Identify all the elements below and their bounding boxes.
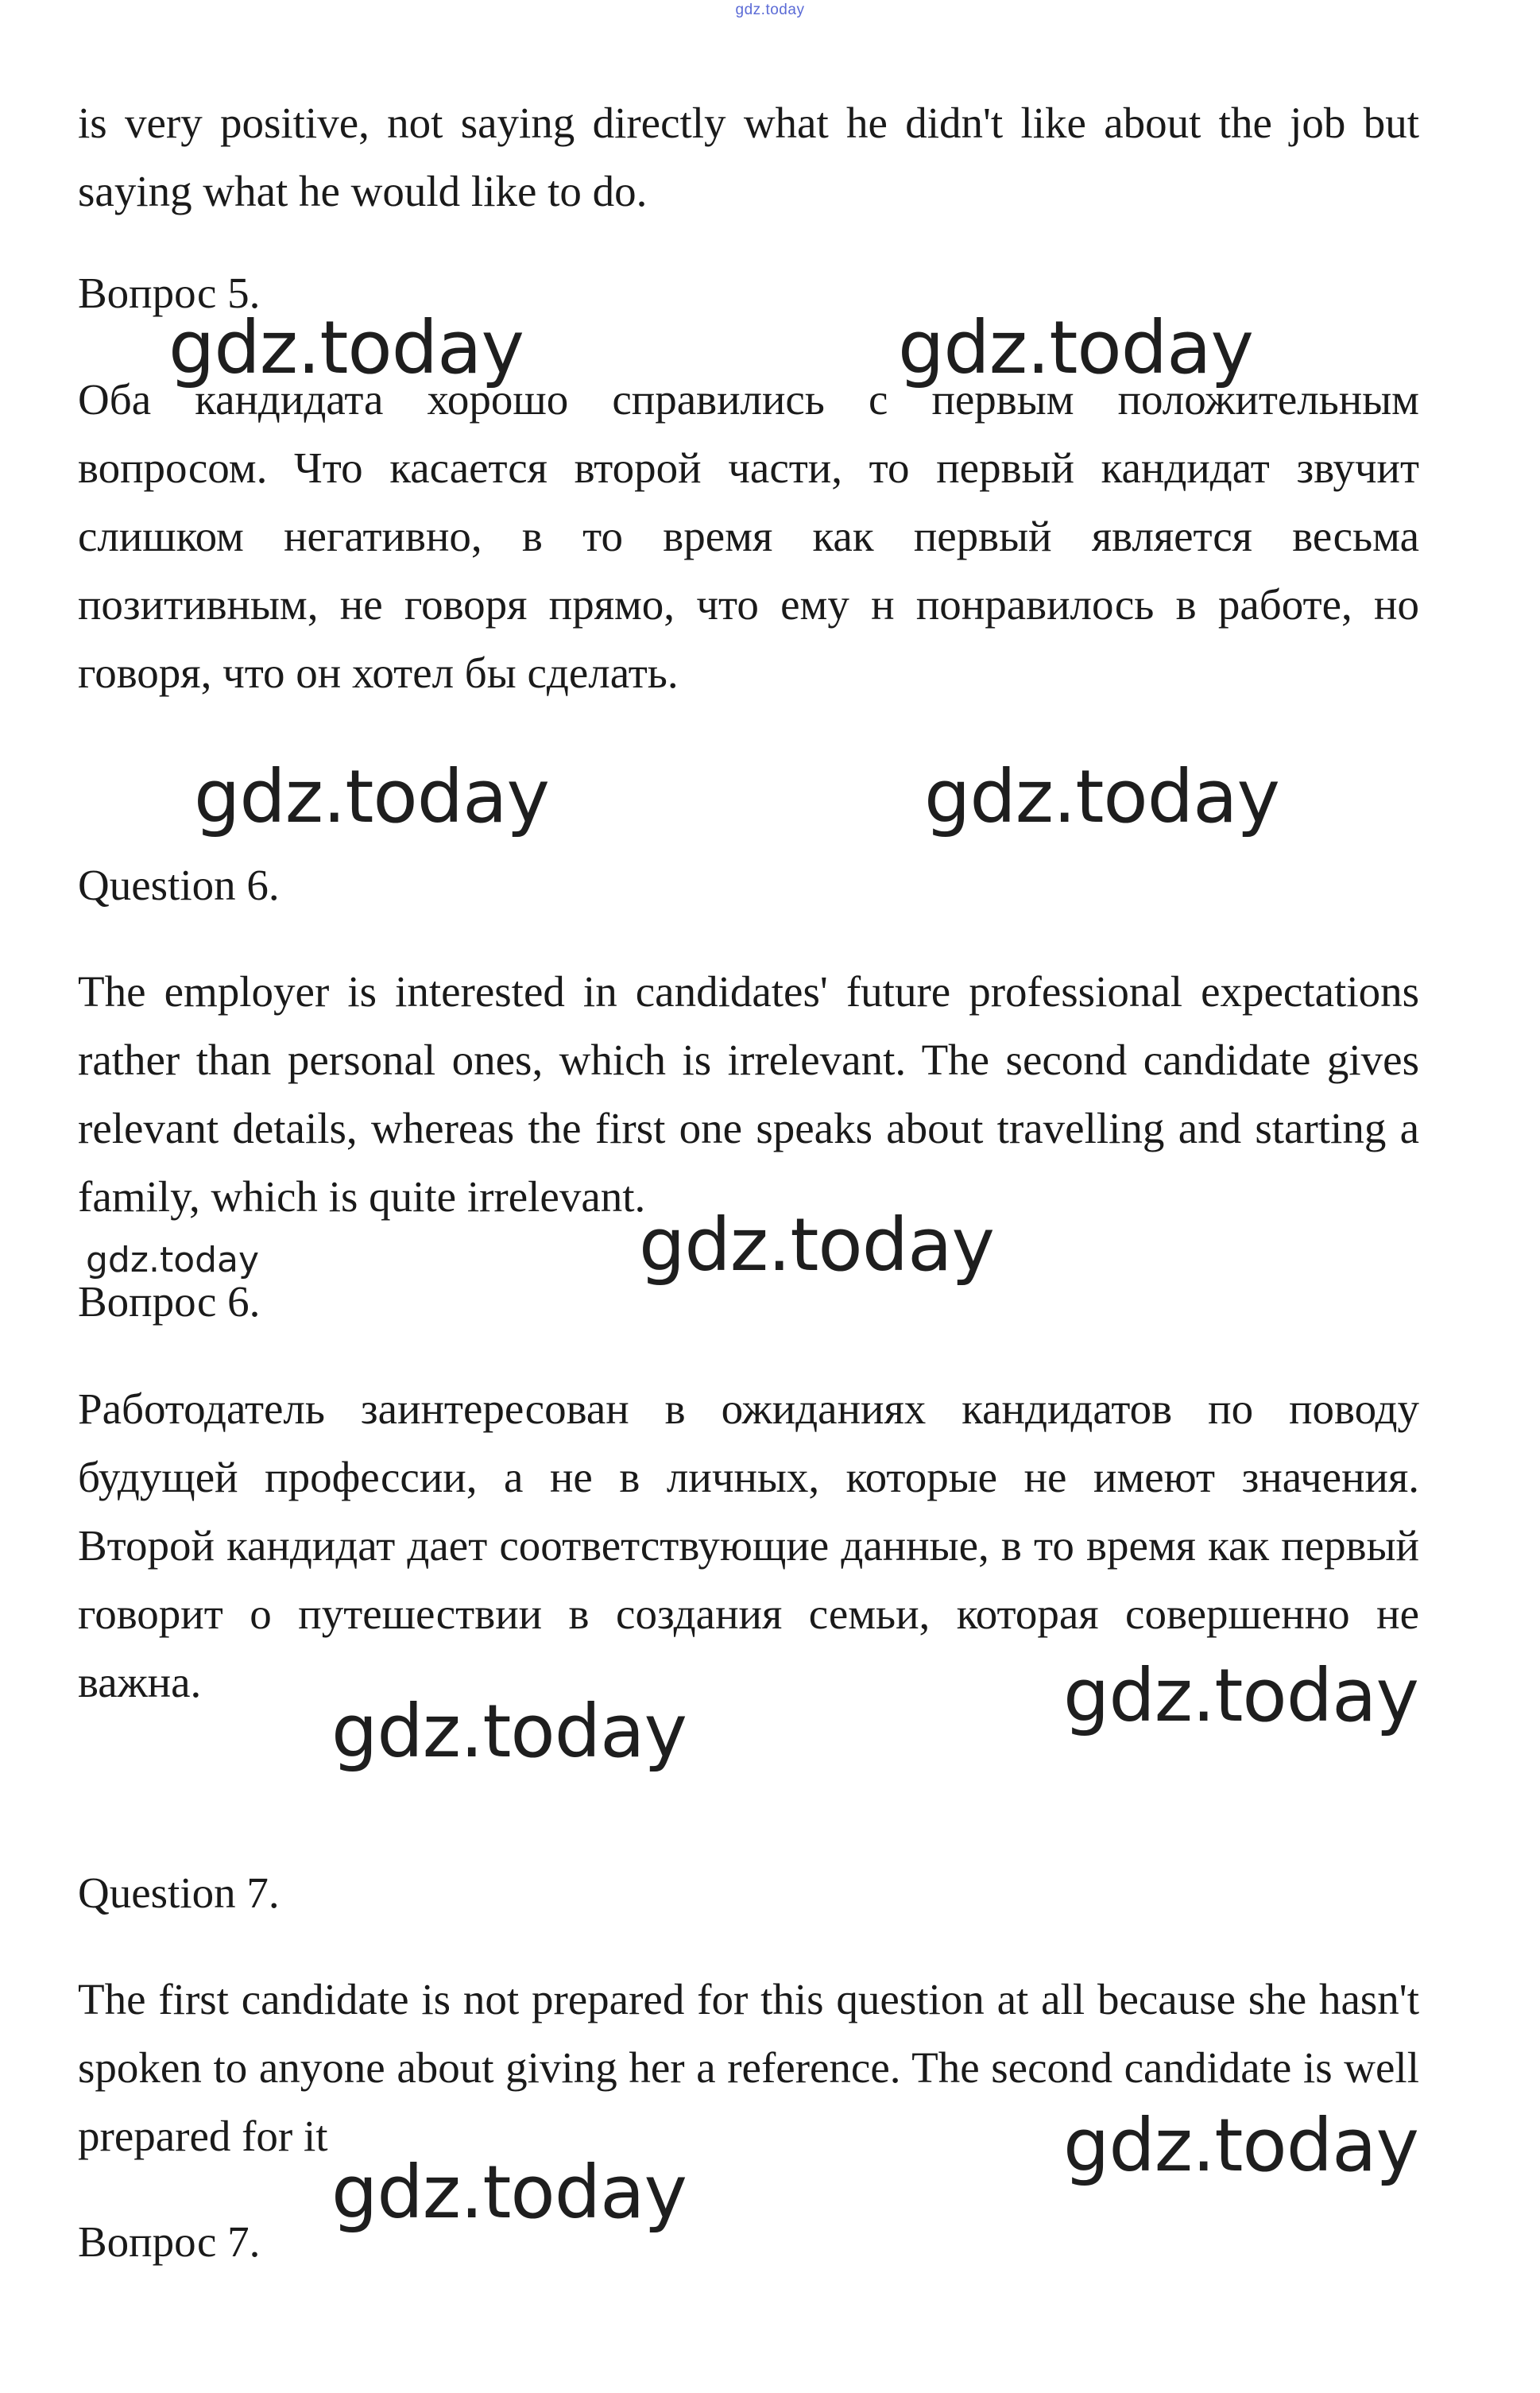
watermark-text: gdz.today: [331, 2150, 687, 2235]
watermark-text: gdz.today: [168, 305, 524, 390]
header-watermark: gdz.today: [735, 2, 805, 18]
watermark-text: gdz.today: [1063, 2103, 1418, 2188]
heading-question-7: Question 7.: [78, 1868, 280, 1917]
watermark-text: gdz.today: [898, 305, 1253, 390]
paragraph-question-6: The employer is interested in candidates' future professional expectations rather than personal ones, which is irrelevant. The second candidate gives relevant details, whereas the first one speaks about travelling and starting a family, which is quite irrelevant.: [78, 967, 1419, 1221]
heading-vopros-5: Вопрос 5.: [78, 269, 261, 317]
paragraph-question-7: The first candidate is not prepared for this question at all because she hasn't spoken to anyone about giving her a reference. The second candidate is well prepared for it: [78, 1975, 1419, 2160]
heading-question-6: Question 6.: [78, 861, 280, 909]
watermark-text: gdz.today: [331, 1689, 687, 1774]
paragraph-vopros-5: Оба кандидата хорошо справились с первым положительным вопросом. Что касается второй части, то первый кандидат звучит слишком негативно, в то время как первый является весьма позитивным, не говоря прямо, что ему н понравилось в работе, но говоря, что он хотел бы сделать.: [78, 375, 1419, 697]
watermark-text: gdz.today: [924, 754, 1279, 839]
watermark-text: gdz.today: [639, 1202, 994, 1287]
watermark-text: gdz.today: [194, 754, 549, 839]
paragraph-continuation: is very positive, not saying directly what he didn't like about the job but saying what he would like to do.: [78, 99, 1419, 215]
heading-vopros-6: Вопрос 6.: [78, 1277, 261, 1326]
heading-vopros-7: Вопрос 7.: [78, 2217, 261, 2266]
watermark-text: gdz.today: [86, 1240, 260, 1280]
watermark-text: gdz.today: [1063, 1653, 1418, 1738]
paragraph-vopros-6: Работодатель заинтересован в ожиданиях кандидатов по поводу будущей профессии, а не в личных, которые не имеют значения. Второй кандидат дает соответствующие данные, в то время как первый говорит о путешествии в создания семьи, которая совершенно не важна.: [78, 1384, 1419, 1706]
